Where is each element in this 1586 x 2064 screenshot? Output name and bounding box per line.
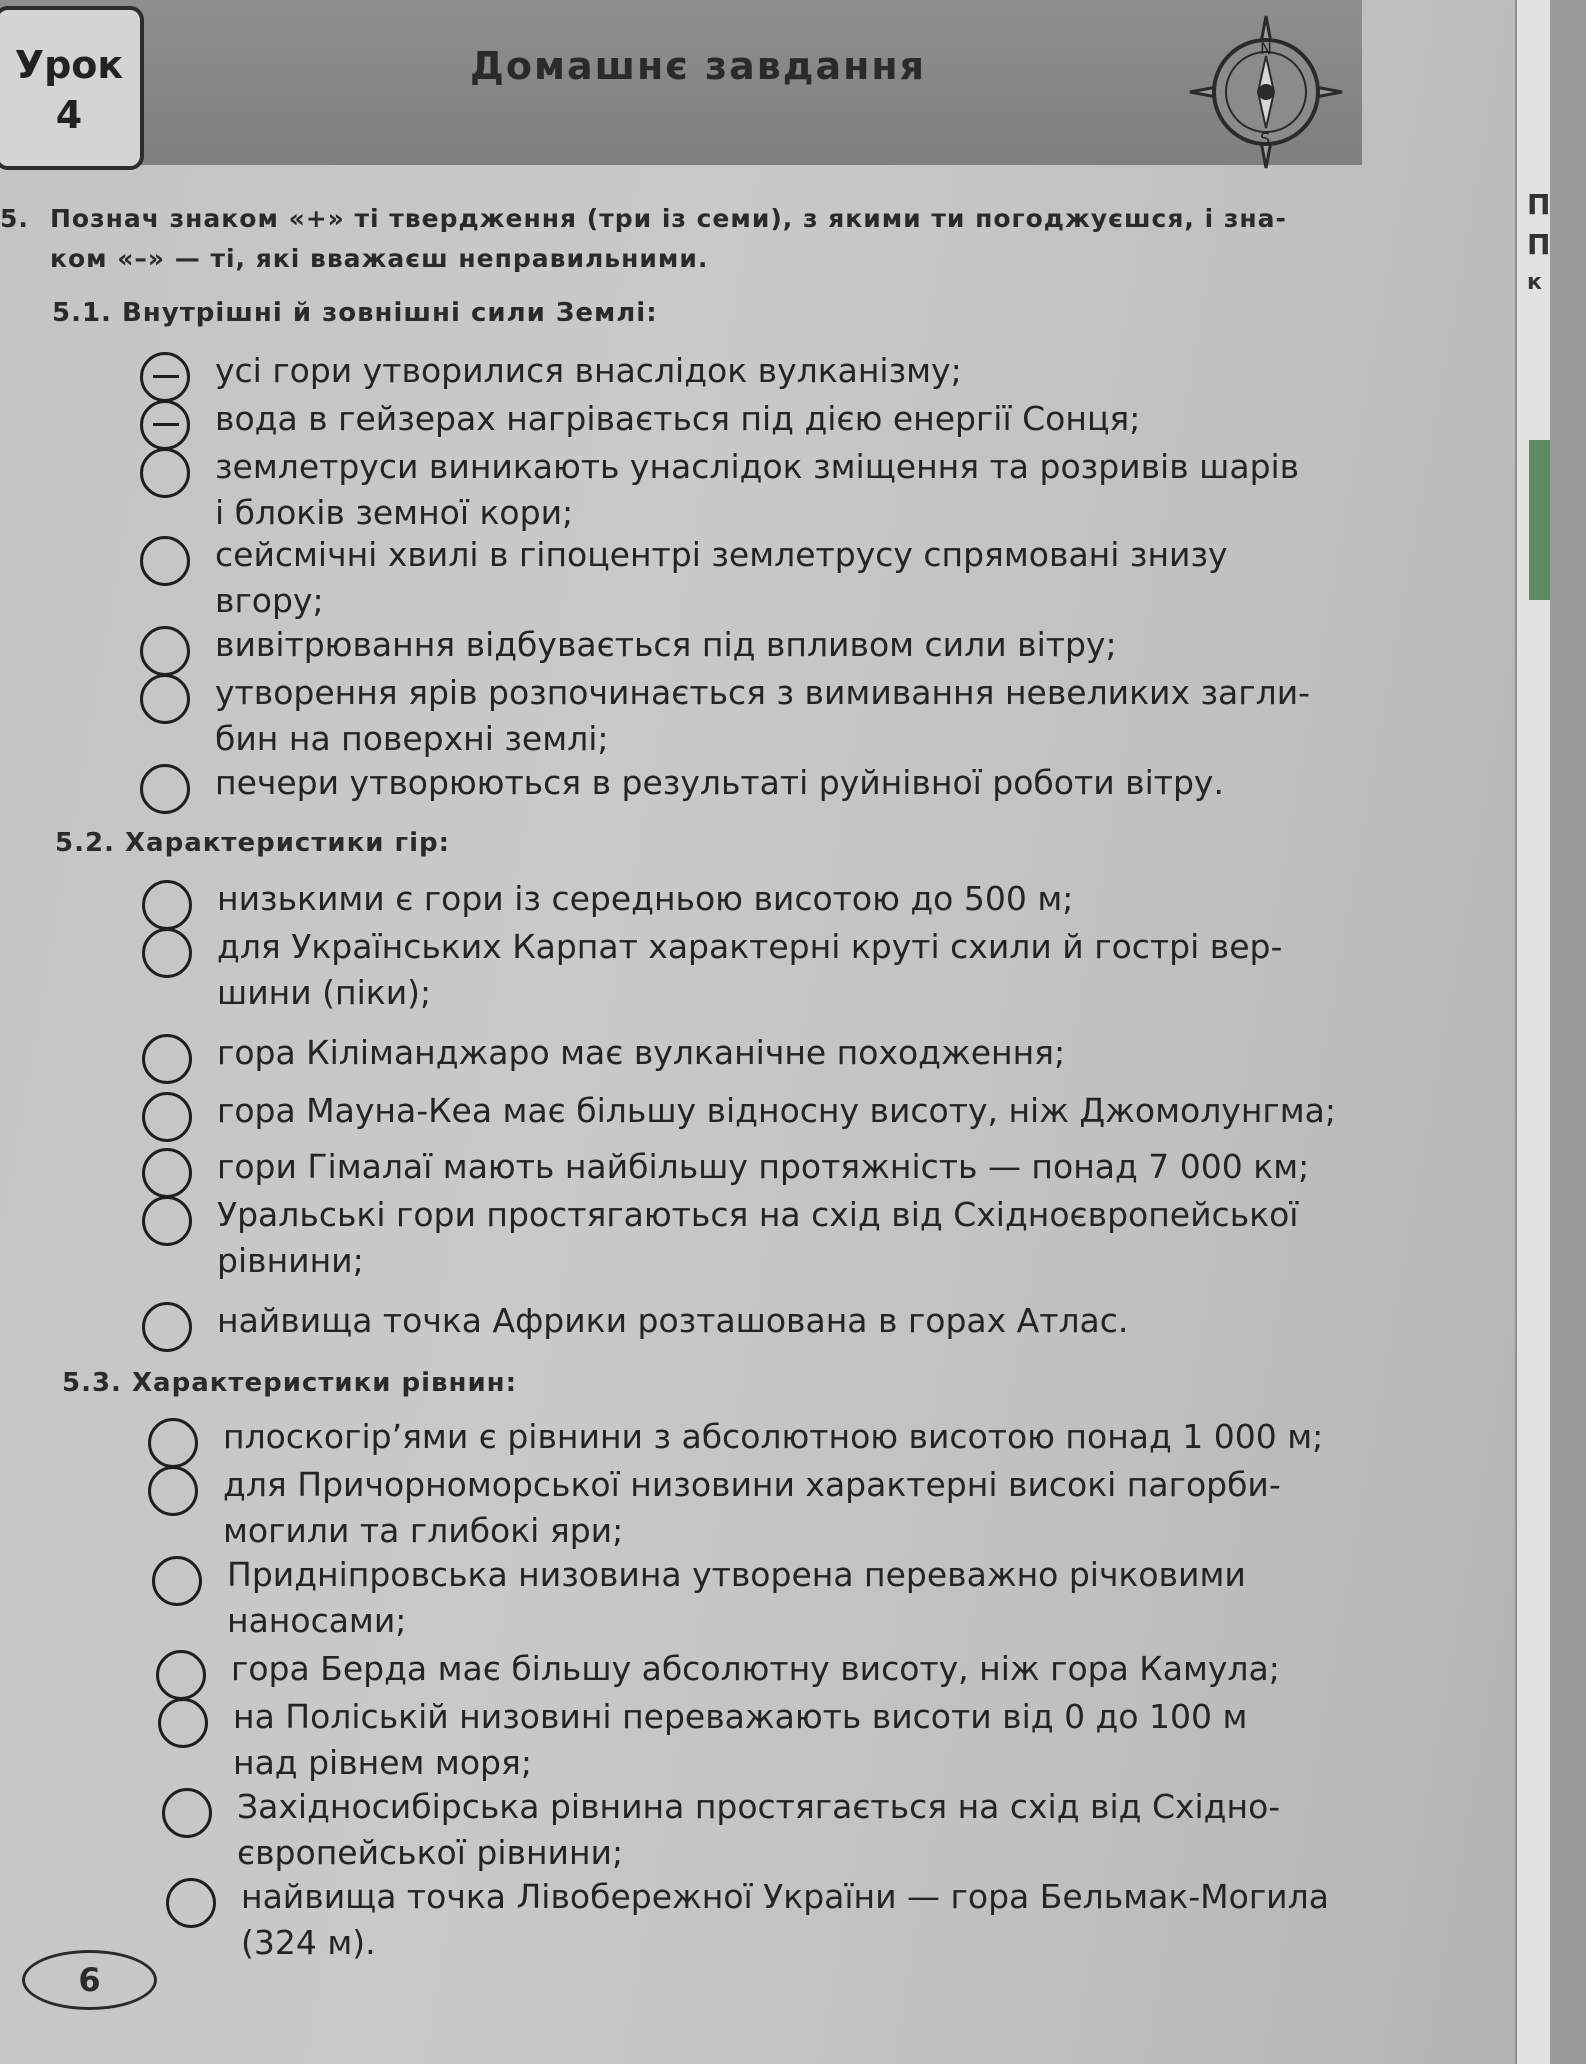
statement-text: утворення ярів розпочинається з вимивання невеликих загли- бин на поверхні землі; — [215, 673, 1311, 758]
task-instruction-line1: Познач знаком «+» ті твердження (три із семи), з якими ти погоджуєшся, і зна- — [50, 204, 1287, 233]
next-page-letter: П — [1527, 188, 1551, 221]
statement-text: для Українських Карпат характерні круті схили й гострі вер- шини (піки); — [217, 927, 1283, 1012]
statement-text: Західносибірська рівнина простягається на схід від Східно- європейської рівнини; — [237, 1787, 1281, 1872]
statement-text: гора Берда має більшу абсолютну висоту, ніж гора Камула; — [231, 1649, 1280, 1688]
minus-mark — [153, 423, 179, 426]
answer-circle[interactable] — [140, 448, 190, 498]
answer-circle[interactable] — [148, 1418, 198, 1468]
statement-text: гора Мауна-Кеа має більшу відносну висоту, ніж Джомолунгма; — [217, 1091, 1336, 1130]
answer-circle[interactable] — [156, 1650, 206, 1700]
answer-circle[interactable] — [142, 1148, 192, 1198]
statement-text: для Причорноморської низовини характерні високі пагорби- могили та глибокі яри; — [223, 1465, 1281, 1550]
compass-north-label: N — [1260, 39, 1272, 58]
answer-circle[interactable] — [140, 400, 190, 450]
compass-south-label: S — [1260, 129, 1271, 148]
task-instruction-line2: ком «–» — ті, які вважаєш неправильними. — [50, 244, 709, 273]
lesson-label: Урок — [14, 43, 124, 87]
statement-text: вивітрювання відбувається під впливом сили вітру; — [215, 625, 1117, 664]
section-title-5-1: 5.1. Внутрішні й зовнішні сили Землі: — [52, 298, 658, 328]
page-title: Домашнє завдання — [470, 44, 927, 88]
answer-circle[interactable] — [142, 1034, 192, 1084]
answer-circle[interactable] — [140, 536, 190, 586]
statement-text: печери утворюються в результаті руйнівної роботи вітру. — [215, 763, 1224, 802]
statement-text: на Поліській низовині переважають висоти від 0 до 100 м над рівнем моря; — [233, 1697, 1248, 1782]
lesson-label-box — [0, 6, 144, 170]
answer-circle[interactable] — [142, 1092, 192, 1142]
statement-text: низькими є гори із середньою висотою до 500 м; — [217, 879, 1074, 918]
answer-circle[interactable] — [142, 880, 192, 930]
compass-icon — [1186, 12, 1346, 172]
answer-circle[interactable] — [140, 674, 190, 724]
minus-mark — [153, 375, 179, 378]
next-page-green-block — [1529, 440, 1550, 600]
statement-text: вода в гейзерах нагрівається під дією енергії Сонця; — [215, 399, 1141, 438]
answer-circle[interactable] — [148, 1466, 198, 1516]
next-page-letter: к — [1527, 270, 1542, 295]
answer-circle[interactable] — [142, 928, 192, 978]
statement-text: сейсмічні хвилі в гіпоцентрі землетрусу спрямовані знизу вгору; — [215, 535, 1228, 620]
answer-circle[interactable] — [140, 352, 190, 402]
statement-text: землетруси виникають унаслідок зміщення та розривів шарів і блоків земної кори; — [215, 447, 1300, 532]
statement-text: Уральські гори простягаються на схід від Східноєвропейської рівнини; — [217, 1195, 1299, 1280]
next-page-edge — [1515, 0, 1550, 2064]
statement-text: найвища точка Африки розташована в горах Атлас. — [217, 1301, 1129, 1340]
answer-circle[interactable] — [162, 1788, 212, 1838]
section-title-5-2: 5.2. Характеристики гір: — [55, 828, 451, 858]
answer-circle[interactable] — [152, 1556, 202, 1606]
task-number: 5. — [0, 204, 29, 233]
statement-text: усі гори утворилися внаслідок вулканізму; — [215, 351, 962, 390]
statement-text: Придніпровська низовина утворена переважно річковими наносами; — [227, 1555, 1246, 1640]
answer-circle[interactable] — [142, 1302, 192, 1352]
section-title-5-3: 5.3. Характеристики рівнин: — [62, 1368, 518, 1398]
answer-circle[interactable] — [140, 626, 190, 676]
statement-text: найвища точка Лівобережної України — гора Бельмак-Могила (324 м). — [241, 1877, 1329, 1962]
statement-text: гори Гімалаї мають найбільшу протяжність — понад 7 000 км; — [217, 1147, 1310, 1186]
answer-circle[interactable] — [140, 764, 190, 814]
answer-circle[interactable] — [166, 1878, 216, 1928]
statement-text: гора Кіліманджаро має вулканічне походження; — [217, 1033, 1066, 1072]
page-number: 6 — [22, 1950, 157, 2010]
answer-circle[interactable] — [142, 1196, 192, 1246]
next-page-letter: П — [1527, 228, 1551, 261]
statement-text: плоскогір’ями є рівнини з абсолютною висотою понад 1 000 м; — [223, 1417, 1324, 1456]
lesson-number: 4 — [55, 93, 83, 137]
answer-circle[interactable] — [158, 1698, 208, 1748]
